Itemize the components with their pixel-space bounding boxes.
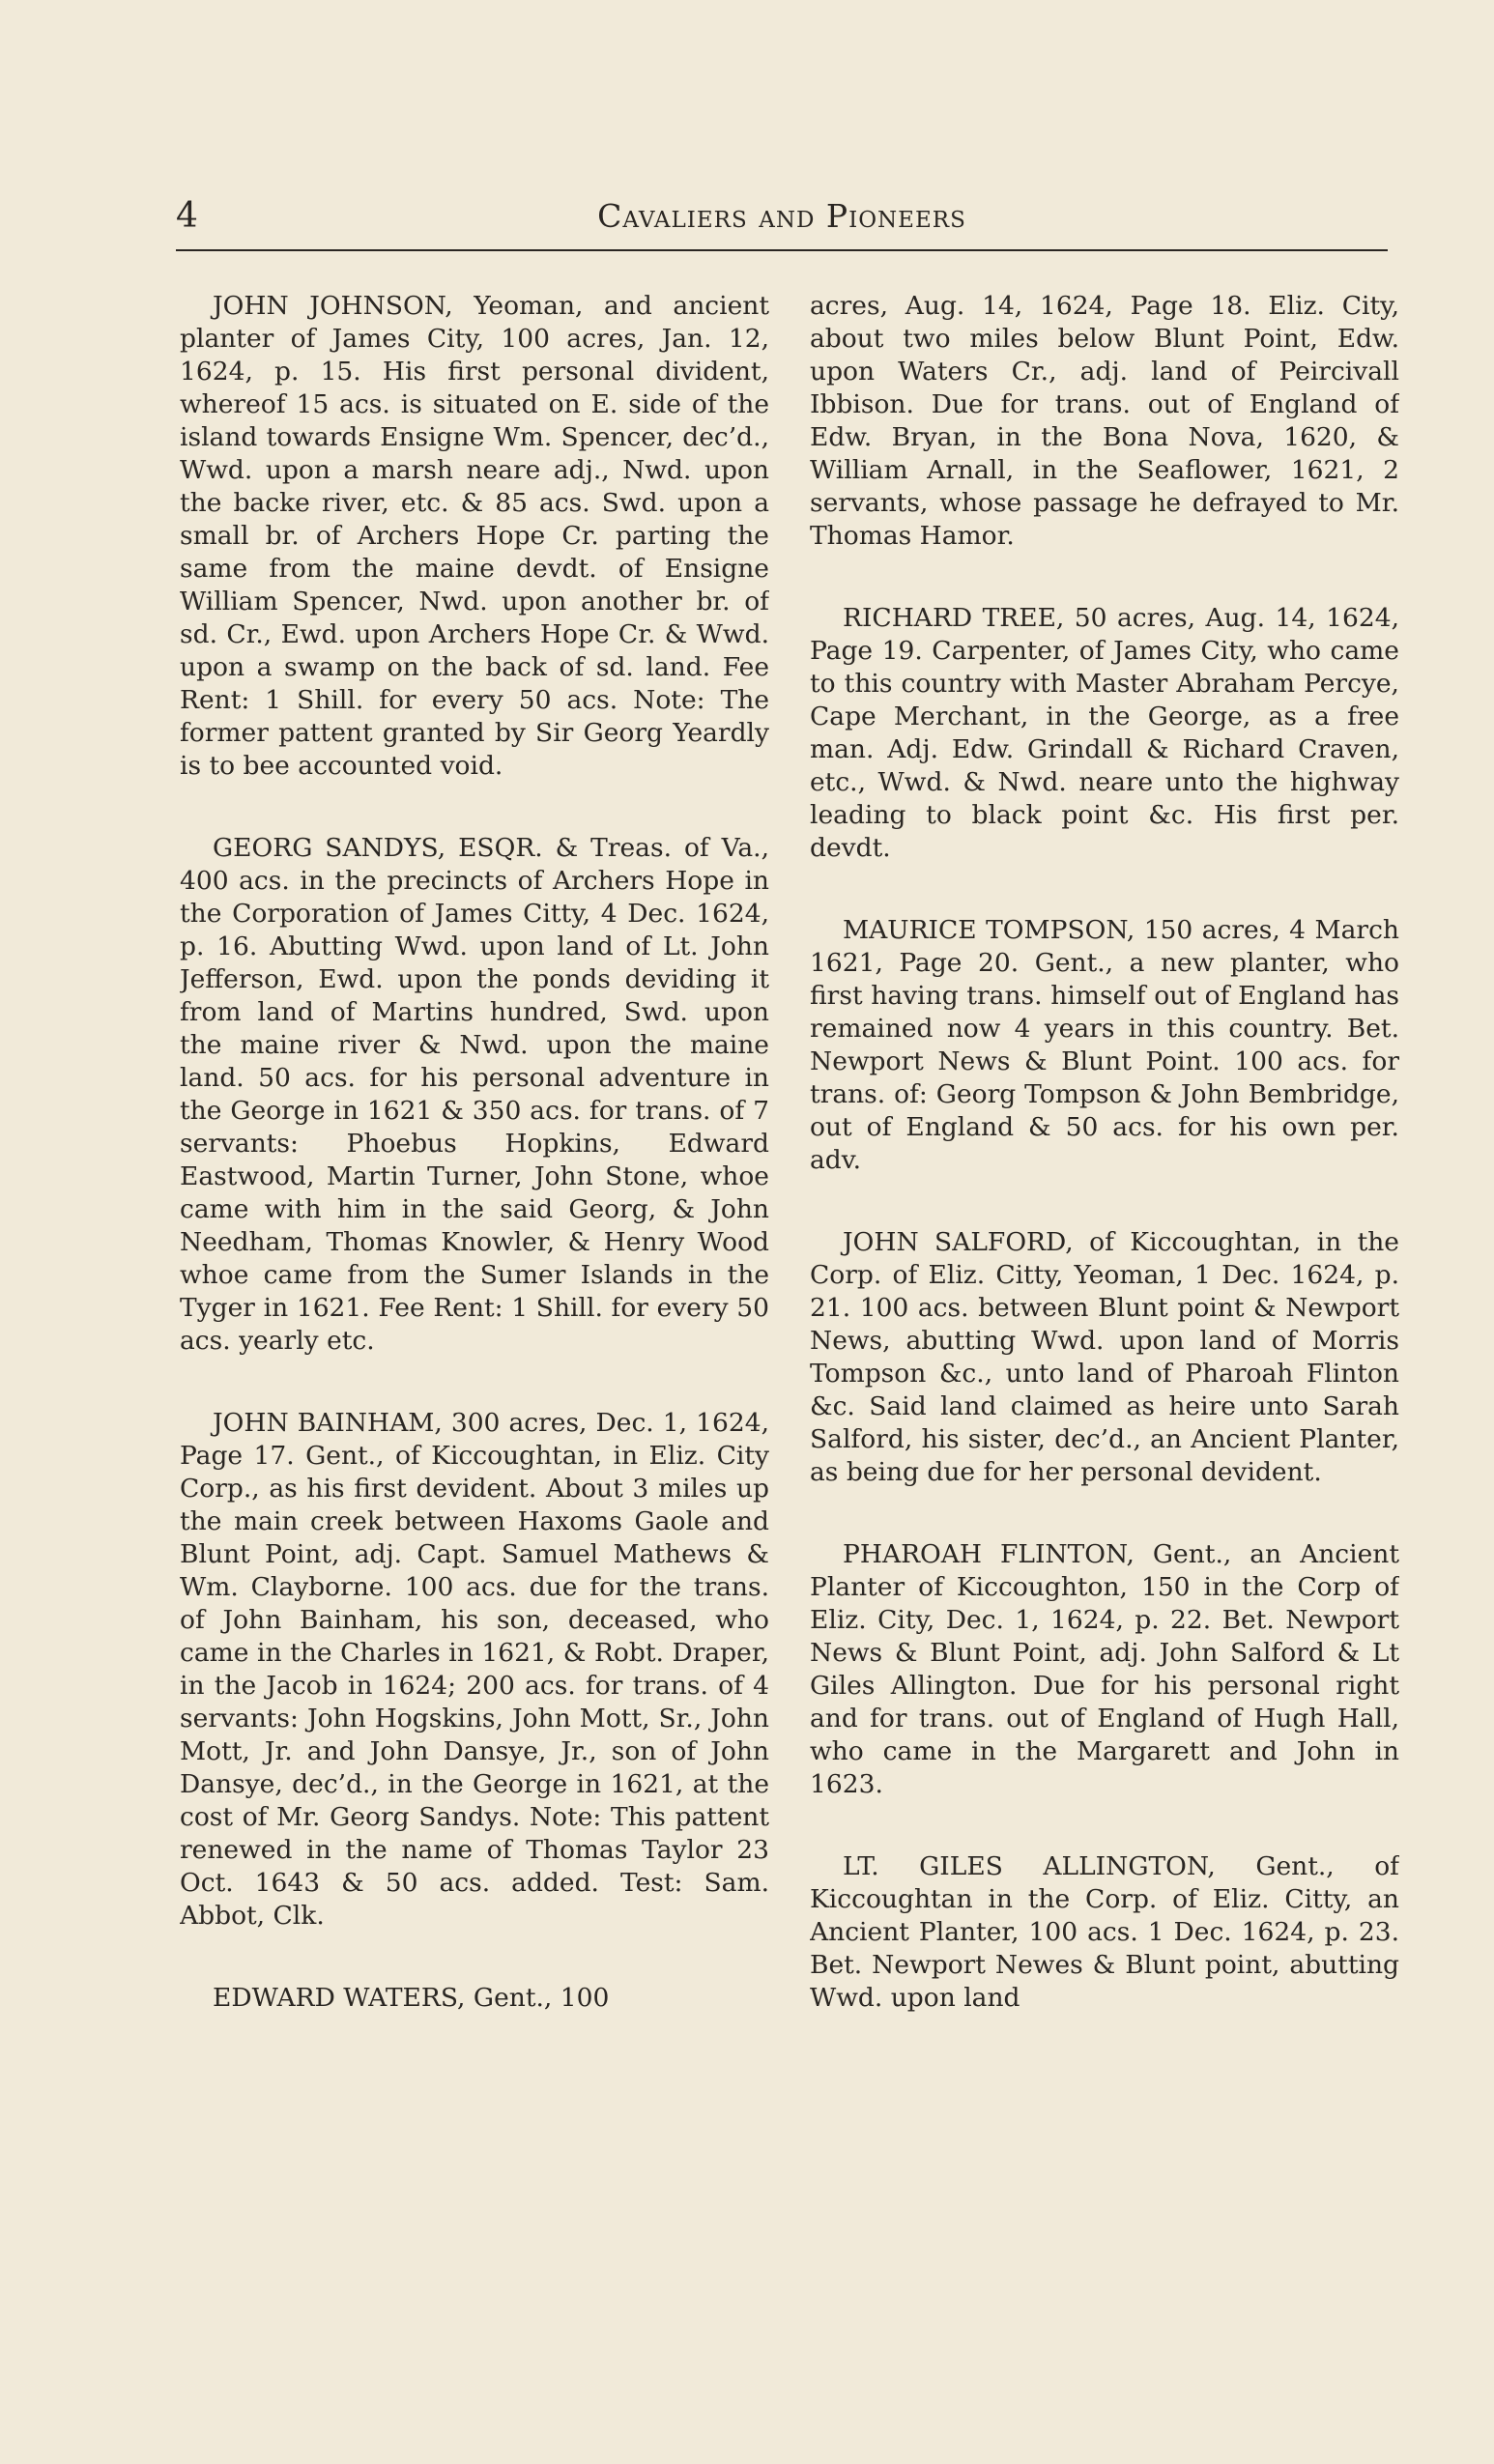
entry-pharoah-flinton: PHAROAH FLINTON, Gent., an Ancient Planter of Kiccoughton, 150 in the Corp of Eliz. City, Dec. 1, 1624, p. 22. Bet. Newport News & Blunt Point, adj. John Salford & Lt Giles Allington. Due for his personal right and for trans. out of England of Hugh Hall, who came in the Margarett and John in 1623. (810, 1539, 1399, 1799)
left-column (180, 290, 769, 2280)
running-title: Cavaliers and Pioneers (597, 197, 966, 235)
entry-georg-sandys: GEORG SANDYS, ESQR. & Treas. of Va., 400 acs. in the precincts of Archers Hope in the Corporation of James Citty, 4 Dec. 1624, p. 16. Abutting Wwd. upon land of Lt. John Jefferson, Ewd. upon the ponds deviding it from land of Martins hundred, Swd. upon the maine river & Nwd. upon the maine land. 50 acs. for his personal adventure in the George in 1621 & 350 acs. for trans. of 7 servants: Phoebus Hopkins, Edward Eastwood, Martin Turner, John Stone, whoe came with him in the said Georg, & John Needham, Thomas Knowler, & Henry Wood whoe came from the Sumer Islands in the Tyger in 1621. Fee Rent: 1 Shill. for every 50 acs. yearly etc. (180, 833, 769, 1356)
entry-richard-tree: RICHARD TREE, 50 acres, Aug. 14, 1624, Page 19. Carpenter, of James City, who came to this country with Master Abraham Percye, Cape Merchant, in the George, as a free man. Adj. Edw. Grindall & Richard Craven, etc., Wwd. & Nwd. neare unto the highway leading to black point &c. His first per. devdt. (810, 603, 1399, 863)
entry-john-johnson: JOHN JOHNSON, Yeoman, and ancient planter of James City, 100 acres, Jan. 12, 1624, p. 15. His first personal divident, whereof 15 acs. is situated on E. side of the island towards Ensigne Wm. Spencer, dec’d., Wwd. upon a marsh neare adj., Nwd. upon the backe river, etc. & 85 acs. Swd. upon a small br. of Archers Hope Cr. parting the same from the maine devdt. of Ensigne William Spencer, Nwd. upon another br. of sd. Cr., Ewd. upon Archers Hope Cr. & Wwd. upon a swamp on the back of sd. land. Fee Rent: 1 Shill. for every 50 acs. Note: The former pattent granted by Sir Georg Yeardly is to bee accounted void. (180, 291, 769, 781)
entry-giles-allington: LT. GILES ALLINGTON, Gent., of Kiccoughtan in the Corp. of Eliz. Citty, an Ancient Planter, 100 acs. 1 Dec. 1624, p. 23. Bet. Newport Newes & Blunt point, abutting Wwd. upon land (810, 1851, 1399, 2013)
page-number: 4 (176, 196, 198, 236)
right-column (810, 290, 1399, 2280)
entry-maurice-tompson: MAURICE TOMPSON, 150 acres, 4 March 1621, Page 20. Gent., a new planter, who first having trans. himself out of England has remained now 4 years in this country. Bet. Newport News & Blunt Point. 100 acs. for trans. of: Georg Tompson & John Bembridge, out of England & 50 acs. for his own per. adv. (810, 915, 1399, 1175)
entry-edward-waters: EDWARD WATERS, Gent., 100 (213, 1983, 610, 2013)
header-rule (176, 249, 1388, 251)
entry-john-salford: JOHN SALFORD, of Kiccoughtan, in the Corp. of Eliz. Citty, Yeoman, 1 Dec. 1624, p. 21. 100 acs. between Blunt point & Newport News, abutting Wwd. upon land of Morris Tompson &c., unto land of Pharoah Flinton &c. Said land claimed as heire unto Sarah Salford, his sister, dec’d., an Ancient Planter, as being due for her personal devident. (810, 1227, 1399, 1487)
entry-john-bainham: JOHN BAINHAM, 300 acres, Dec. 1, 1624, Page 17. Gent., of Kiccoughtan, in Eliz. City Corp., as his first devident. About 3 miles up the main creek between Haxoms Gaole and Blunt Point, adj. Capt. Samuel Mathews & Wm. Clayborne. 100 acs. due for the trans. of John Bainham, his son, deceased, who came in the Charles in 1621, & Robt. Draper, in the Jacob in 1624; 200 acs. for trans. of 4 servants: John Hogskins, John Mott, Sr., John Mott, Jr. and John Dansye, Jr., son of John Dansye, dec’d., in the George in 1621, at the cost of Mr. Georg Sandys. Note: This pattent renewed in the name of Thomas Taylor 23 Oct. 1643 & 50 acs. added. Test: Sam. Abbot, Clk. (180, 1408, 769, 1931)
page-header (176, 193, 1388, 247)
entry-edward-waters-continued: acres, Aug. 14, 1624, Page 18. Eliz. City, about two miles below Blunt Point, Edw. upon Waters Cr., adj. land of Peircivall Ibbison. Due for trans. out of England of Edw. Bryan, in the Bona Nova, 1620, & William Arnall, in the Seaflower, 1621, 2 servants, whose passage he defrayed to Mr. Thomas Hamor. (810, 291, 1399, 551)
